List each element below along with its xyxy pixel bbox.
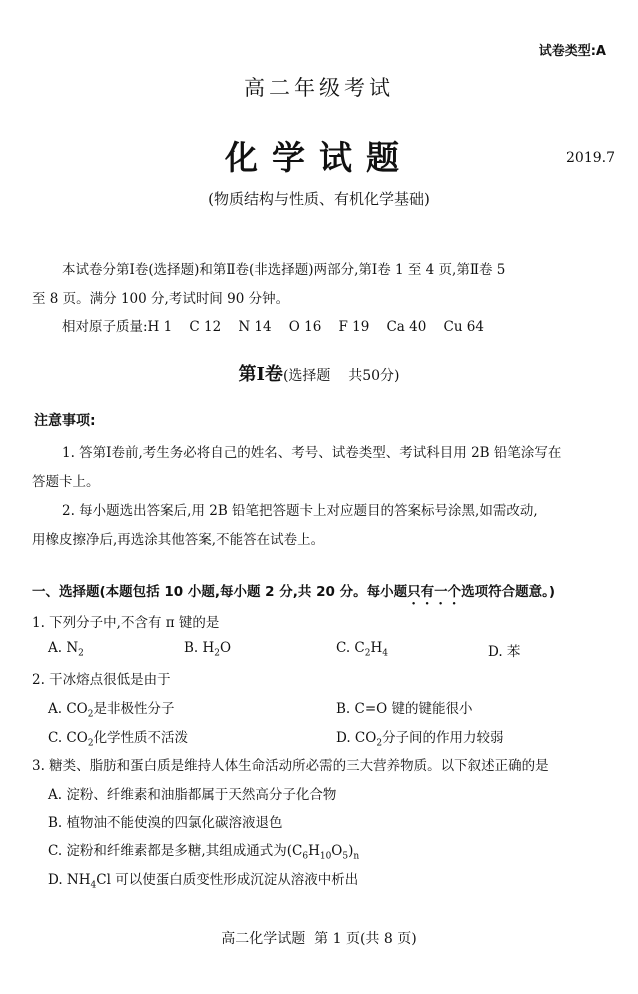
- q2-option-a: A. $CO_2$是非极性分子: [48, 701, 175, 720]
- q2-option-b: B. C=O 键的键能很小: [336, 701, 473, 717]
- atomic-mass-line: 相对原子质量:H 1 C 12 N 14 O 16 F 19 Ca 40 Cu 64: [62, 319, 484, 335]
- grade-title: 高二年级考试: [244, 76, 394, 100]
- q3-stem: 3. 糖类、脂肪和蛋白质是维持人体生命活动所必需的三大营养物质。以下叙述正确的是: [32, 758, 549, 774]
- q2-option-d: D. $CO_2$分子间的作用力较弱: [336, 730, 504, 749]
- q1-option-c: C. $C_2H_4$: [336, 640, 389, 659]
- q1-option-a: A. $N_2$: [48, 640, 84, 659]
- paper-type-label: 试卷类型:A: [538, 44, 606, 59]
- part1-heading: [32, 580, 555, 608]
- page-title: 化学试题: [225, 138, 413, 177]
- q1-option-b: B. $H_2O$: [184, 640, 232, 659]
- part1-heading-post: 选项符合题意。): [461, 584, 556, 600]
- part1-heading-emphasis: 只有一个: [407, 584, 462, 600]
- note-1-line-2: 答题卡上。: [32, 474, 100, 490]
- q3-option-a: A. 淀粉、纤维素和油脂都属于天然高分子化合物: [48, 787, 337, 803]
- intro-line-1: 本试卷分第Ⅰ卷(选择题)和第Ⅱ卷(非选择题)两部分,第Ⅰ卷 1 至 4 页,第Ⅱ卷 5: [62, 262, 506, 278]
- notes-heading: 注意事项:: [34, 413, 96, 429]
- exam-date: 2019.7: [566, 150, 615, 166]
- note-2-line-1: 2. 每小题选出答案后,用 2B 铅笔把答题卡上对应题目的答案标号涂黑,如需改动,: [62, 503, 538, 519]
- intro-line-2: 至 8 页。满分 100 分,考试时间 90 分钟。: [32, 291, 290, 307]
- q1-stem: 1. 下列分子中,不含有 π 键的是: [32, 615, 220, 631]
- q3-option-b: B. 植物油不能使溴的四氯化碳溶液退色: [48, 815, 283, 831]
- section-title: [0, 360, 638, 386]
- q2-stem: 2. 干冰熔点很低是由于: [32, 672, 171, 688]
- section-title-sub: (选择题 共50分): [282, 368, 400, 384]
- page-footer: 高二化学试题 第 1 页(共 8 页): [221, 931, 417, 947]
- section-title-main: 第Ⅰ卷: [238, 364, 283, 385]
- q3-option-c: C. 淀粉和纤维素都是多糖,其组成通式为$(C_6H_{10}O_5)_n$: [48, 843, 360, 862]
- subtitle: (物质结构与性质、有机化学基础): [208, 190, 430, 208]
- q2-option-c: C. $CO_2$化学性质不活泼: [48, 730, 189, 749]
- note-2-line-2: 用橡皮擦净后,再选涂其他答案,不能答在试卷上。: [32, 532, 325, 548]
- note-1-line-1: 1. 答第Ⅰ卷前,考生务必将自己的姓名、考号、试卷类型、考试科目用 2B 铅笔涂写在: [62, 445, 562, 461]
- q3-option-d: D. $NH_4Cl$ 可以使蛋白质变性形成沉淀从溶液中析出: [48, 872, 359, 891]
- q1-option-d: D. 苯: [488, 644, 521, 660]
- part1-heading-pre: 一、选择题(本题包括 10 小题,每小题 2 分,共 20 分。每小题: [32, 584, 408, 600]
